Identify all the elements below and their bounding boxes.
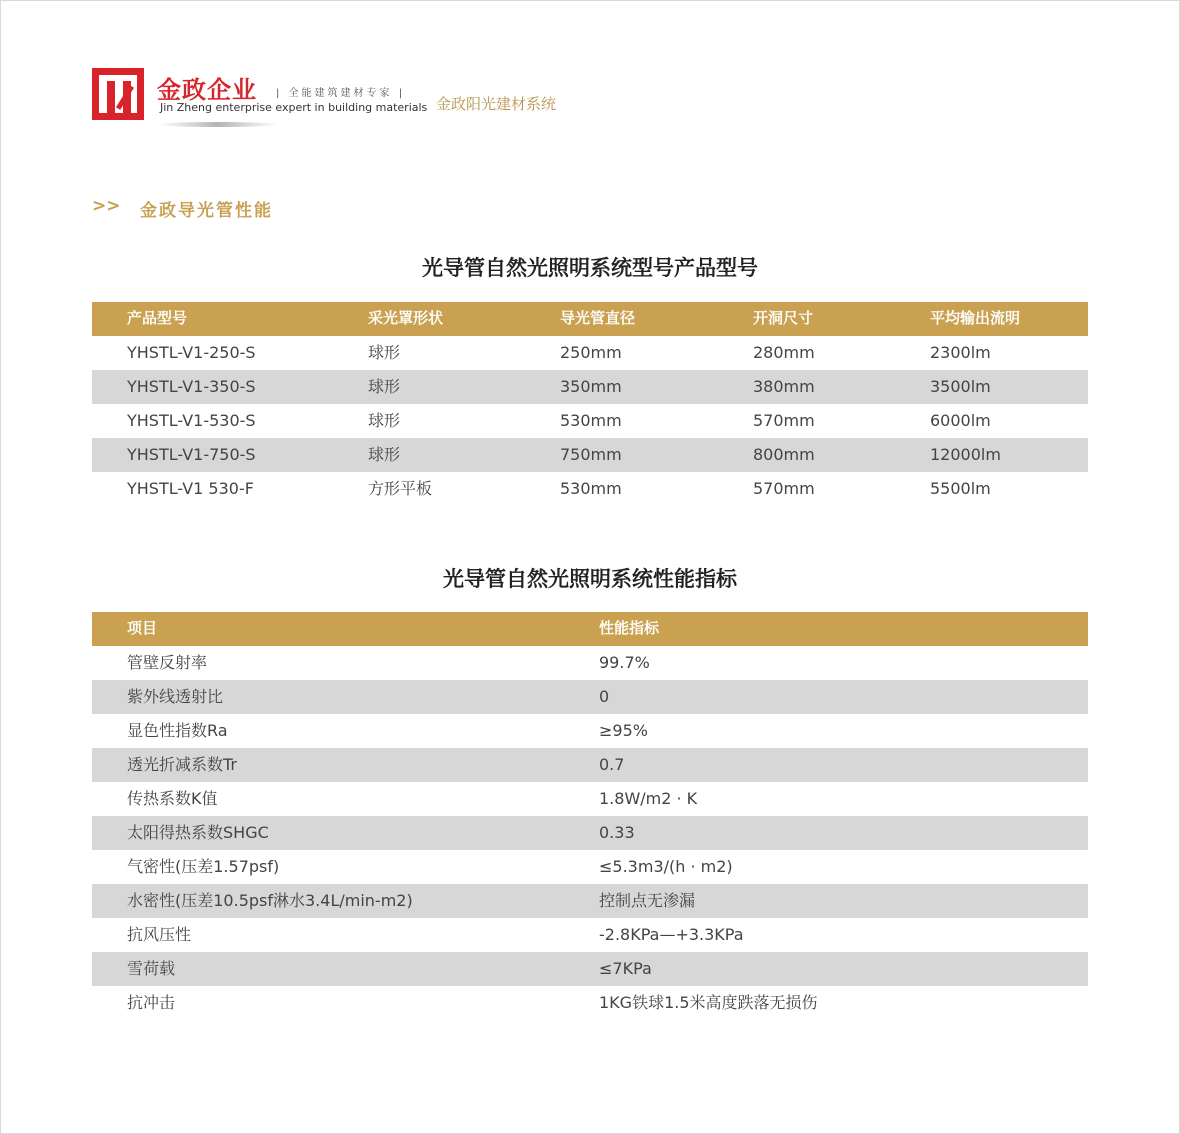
table-cell: 传热系数K值 bbox=[127, 789, 218, 808]
table-cell: 280mm bbox=[753, 343, 815, 362]
table-cell: 250mm bbox=[560, 343, 622, 362]
table-cell: 雪荷载 bbox=[127, 959, 176, 978]
table-cell: 显色性指数Ra bbox=[127, 721, 228, 740]
table-cell: YHSTL-V1-530-S bbox=[127, 411, 256, 430]
column-header: 开洞尺寸 bbox=[753, 309, 814, 327]
table-cell: 530mm bbox=[560, 479, 622, 498]
brand-tagline: | 全能建筑建材专家 | bbox=[276, 88, 406, 99]
table-cell: 99.7% bbox=[599, 653, 650, 672]
brand-name-cn: 金政企业 bbox=[157, 76, 257, 104]
table-row bbox=[92, 370, 1088, 404]
table-cell: 球形 bbox=[368, 445, 401, 464]
table-cell: 2300lm bbox=[930, 343, 991, 362]
table-cell: 350mm bbox=[560, 377, 622, 396]
table-cell: 球形 bbox=[368, 411, 401, 430]
table-cell: 750mm bbox=[560, 445, 622, 464]
logo-shadow bbox=[158, 122, 278, 127]
table-cell: ≤7KPa bbox=[599, 959, 652, 978]
table-cell: YHSTL-V1-350-S bbox=[127, 377, 256, 396]
table-cell: 0.33 bbox=[599, 823, 635, 842]
table-cell: 抗冲击 bbox=[127, 993, 176, 1012]
table-row bbox=[92, 952, 1088, 986]
table-row bbox=[92, 438, 1088, 472]
models-table-title: 光导管自然光照明系统型号产品型号 bbox=[422, 256, 758, 280]
table-cell: 12000lm bbox=[930, 445, 1001, 464]
table-cell: 紫外线透射比 bbox=[127, 687, 224, 706]
performance-table-header bbox=[92, 612, 1088, 646]
table-cell: 380mm bbox=[753, 377, 815, 396]
table-row bbox=[92, 680, 1088, 714]
column-header: 项目 bbox=[127, 619, 158, 637]
table-cell: 3500lm bbox=[930, 377, 991, 396]
table-cell: 太阳得热系数SHGC bbox=[127, 823, 269, 842]
column-header: 平均输出流明 bbox=[930, 309, 1021, 327]
table-cell: YHSTL-V1 530-F bbox=[127, 479, 254, 498]
table-cell: 6000lm bbox=[930, 411, 991, 430]
performance-table bbox=[92, 612, 1088, 1020]
table-cell: ≤5.3m3/(h · m2) bbox=[599, 857, 733, 876]
column-header: 性能指标 bbox=[599, 619, 660, 637]
table-row bbox=[92, 404, 1088, 438]
table-cell: 管壁反射率 bbox=[127, 653, 208, 672]
system-name: 金政阳光建材系统 bbox=[436, 95, 557, 113]
table-cell: YHSTL-V1-750-S bbox=[127, 445, 256, 464]
table-cell: 0.7 bbox=[599, 755, 625, 774]
column-header: 采光罩形状 bbox=[368, 309, 444, 327]
brand-name-en: Jin Zheng enterprise expert in building materials bbox=[160, 101, 428, 114]
table-row bbox=[92, 782, 1088, 816]
table-cell: 1KG铁球1.5米高度跌落无损伤 bbox=[599, 993, 818, 1012]
table-row bbox=[92, 472, 1088, 506]
table-cell: -2.8KPa—+3.3KPa bbox=[599, 925, 744, 944]
section-arrow: >> bbox=[92, 196, 121, 216]
table-cell: 控制点无渗漏 bbox=[599, 891, 696, 910]
table-cell: 球形 bbox=[368, 377, 401, 396]
table-cell: ≥95% bbox=[599, 721, 648, 740]
table-cell: 1.8W/m2 · K bbox=[599, 789, 698, 808]
table-row bbox=[92, 748, 1088, 782]
table-cell: 800mm bbox=[753, 445, 815, 464]
column-header: 产品型号 bbox=[127, 309, 188, 327]
table-row bbox=[92, 816, 1088, 850]
table-row bbox=[92, 336, 1088, 370]
table-cell: 抗风压性 bbox=[127, 925, 192, 944]
table-cell: 530mm bbox=[560, 411, 622, 430]
models-table-header bbox=[92, 302, 1088, 336]
table-cell: YHSTL-V1-250-S bbox=[127, 343, 256, 362]
table-cell: 气密性(压差1.57psf) bbox=[127, 857, 280, 876]
table-cell: 570mm bbox=[753, 479, 815, 498]
performance-table-title: 光导管自然光照明系统性能指标 bbox=[443, 567, 737, 591]
table-cell: 570mm bbox=[753, 411, 815, 430]
table-row bbox=[92, 850, 1088, 884]
table-row bbox=[92, 884, 1088, 918]
company-logo bbox=[92, 68, 144, 120]
table-row bbox=[92, 714, 1088, 748]
table-cell: 0 bbox=[599, 687, 610, 706]
column-header: 导光管直径 bbox=[560, 309, 636, 327]
table-row bbox=[92, 646, 1088, 680]
table-cell: 球形 bbox=[368, 343, 401, 362]
table-row bbox=[92, 986, 1088, 1020]
table-cell: 方形平板 bbox=[368, 479, 433, 498]
models-table bbox=[92, 302, 1088, 506]
table-cell: 水密性(压差10.5psf淋水3.4L/min-m2) bbox=[127, 891, 413, 910]
table-row bbox=[92, 918, 1088, 952]
table-cell: 透光折减系数Tr bbox=[127, 755, 238, 774]
table-cell: 5500lm bbox=[930, 479, 991, 498]
section-title: 金政导光管性能 bbox=[140, 201, 273, 221]
